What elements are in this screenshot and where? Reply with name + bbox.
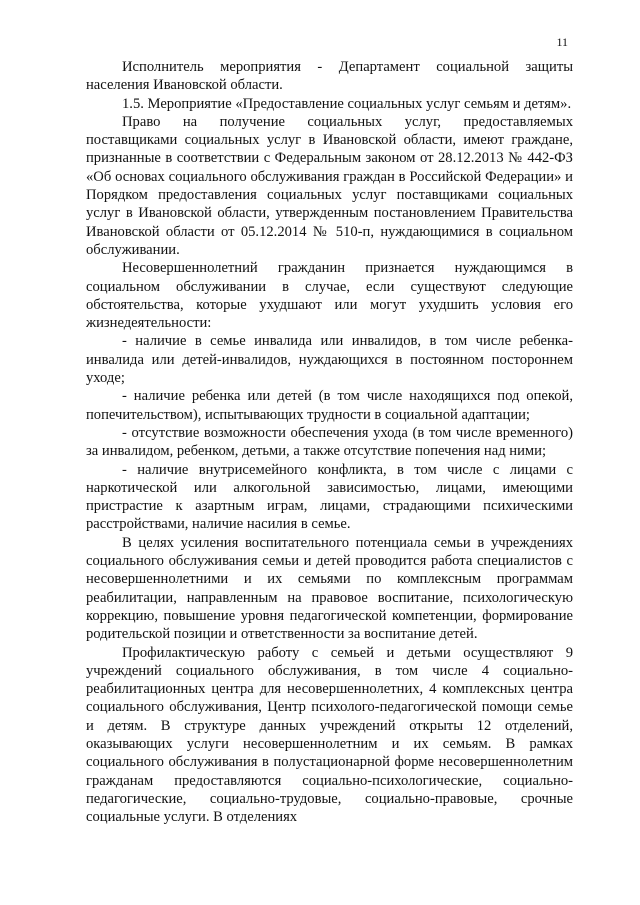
paragraph-measure-title: 1.5. Мероприятие «Предоставление социальных услуг семьям и детям». xyxy=(122,95,572,112)
document-body xyxy=(86,58,573,826)
page-number: 11 xyxy=(556,35,568,49)
bullet-disabled-family-member: - наличие в семье инвалида или инвалидов, в том числе ребенка-инвалида или детей-инвалидов, нуждающихся в постоянном постороннем уходе; xyxy=(86,333,573,387)
paragraph-minor-in-need: Несовершеннолетний гражданин признается нуждающимся в социальном обслуживании в случае, если существуют следующие обстоятельства, которые ухудшают или могут ухудшить условия его жизнедеятельности: xyxy=(86,260,573,332)
paragraph-executor: Исполнитель мероприятия - Департамент социальной защиты населения Ивановской области. xyxy=(86,59,573,94)
paragraph-right-to-services: Право на получение социальных услуг, предоставляемых поставщиками социальных услуг в Ивановской области, имеют граждане, признанные в соответствии с Федеральным законом от 28.12.2013 № 442-ФЗ «Об основах социального обслуживания граждан в Российской Федерации» и Порядком предоставления социальных услуг поставщиками социальных услуг в Ивановской области, утвержденным постановлением Правительства Ивановской области от 05.12.2014 № 510-п, нуждающимися в социальном обслуживании. xyxy=(86,113,573,258)
bullet-adaptation-difficulties: - наличие ребенка или детей (в том числе находящихся под опекой, попечительством), испытывающих трудности в социальной адаптации; xyxy=(86,388,573,423)
bullet-no-care-possibility: - отсутствие возможности обеспечения ухода (в том числе временного) за инвалидом, ребенком, детьми, а также отсутствие попечения над ними; xyxy=(86,424,573,460)
paragraph-educational-potential: В целях усиления воспитательного потенциала семьи в учреждениях социального обслуживания семьи и детей проводится работа специалистов с несовершеннолетними и их семьями по комплексным программам реабилитации, направленным на правовое воспитание, психологическую коррекцию, повышение уровня педагогической компетенции, формирование родительской позиции и ответственности за воспитание детей. xyxy=(86,534,573,643)
bullet-family-conflict: - наличие внутрисемейного конфликта, в том числе с лицами с наркотической или алкогольной зависимостью, лицами, имеющими пристрастие к азартным играм, лицами, страдающими психическими расстройствами, наличие насилия в семье. xyxy=(86,461,573,533)
paragraph-preventive-work: Профилактическую работу с семьей и детьми осуществляют 9 учреждений социального обслуживания, в том числе 4 социально-реабилитационных центра для несовершеннолетних, 4 комплексных центра социального обслуживания, Центр психолого-педагогической помощи семье и детям. В структуре данных учреждений открыты 12 отделений, оказывающих услуги несовершеннолетним и их семьям. В рамках социального обслуживания в полустационарной форме несовершеннолетним гражданам предоставляются социально-психологические, социально-педагогические, социально-трудовые, социально-правовые, срочные социальные услуги. В отделениях xyxy=(86,644,573,826)
